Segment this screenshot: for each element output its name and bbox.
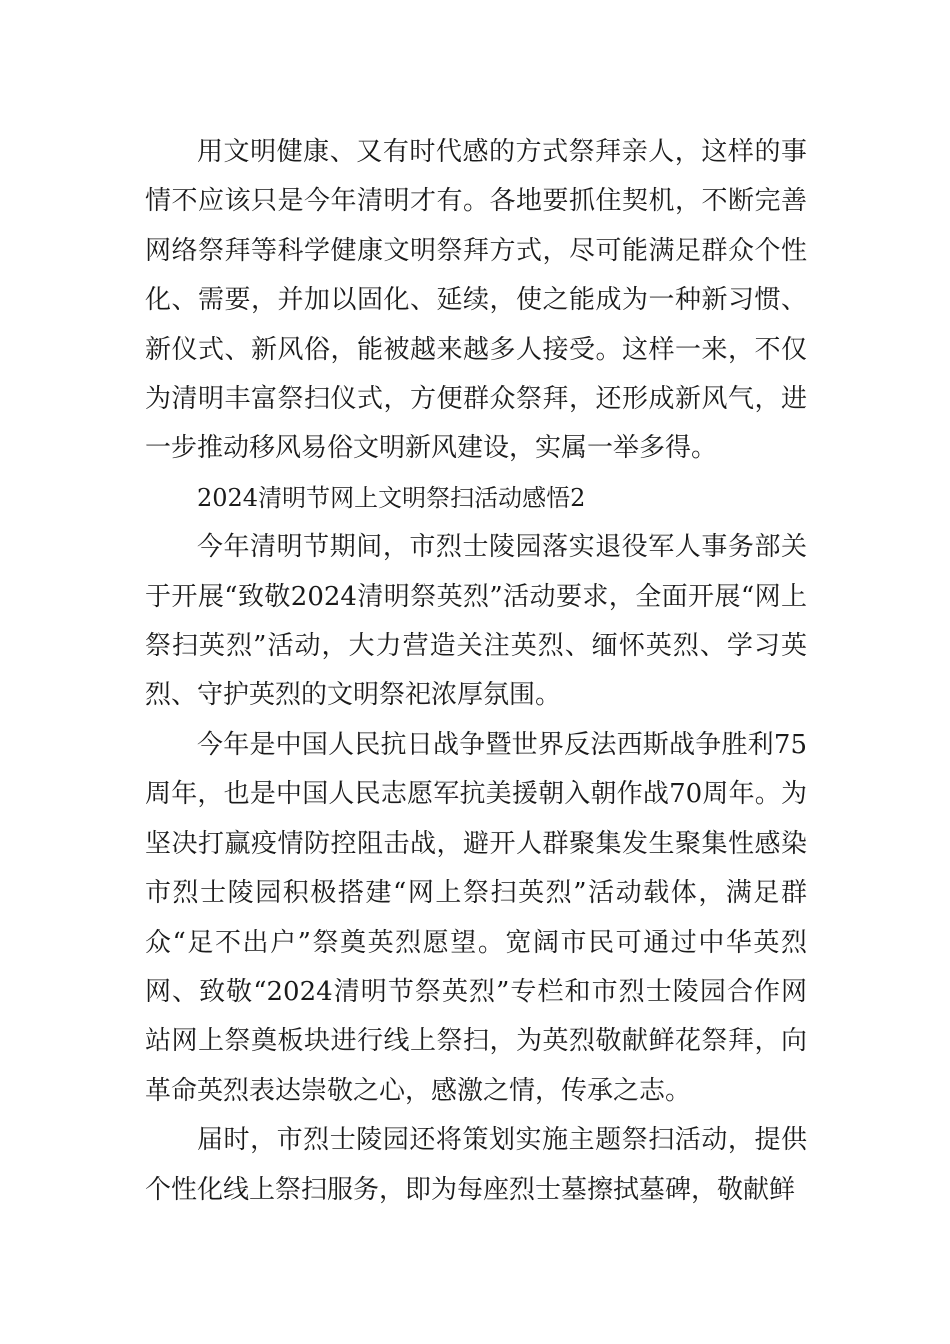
paragraph-online-service: 届时，市烈士陵园还将策划实施主题祭扫活动，提供个性化线上祭扫服务，即为每座烈士墓擦拭墓碑，敬献鲜: [145, 1125, 807, 1205]
section-heading: 2024清明节网上文明祭扫活动感悟2: [197, 483, 586, 512]
document-body: [145, 128, 807, 1215]
paragraph-anniversary: 今年是中国人民抗日战争暨世界反法西斯战争胜利75周年，也是中国人民志愿军抗美援朝入朝作战70周年。为坚决打赢疫情防控阻击战，避开人群聚集发生聚集性感染市烈士陵园积极搭建“网上祭扫英烈”活动载体，满足群众“足不出户”祭奠英烈愿望。宽阔市民可通过中华英烈网、致敬“2024清明节祭英烈”专栏和市烈士陵园合作网站网上祭奠板块进行线上祭扫，为英烈敬献鲜花祭拜，向革命英烈表达崇敬之心，感激之情，传承之志。: [145, 729, 807, 1106]
paragraph-civilized-worship: 用文明健康、又有时代感的方式祭拜亲人，这样的事情不应该只是今年清明才有。各地要抓住契机，不断完善网络祭拜等科学健康文明祭拜方式，尽可能满足群众个性化、需要，并加以固化、延续，使之能成为一种新习惯、新仪式、新风俗，能被越来越多人接受。这样一来，不仅为清明丰富祭扫仪式，方便群众祭拜，还形成新风气，进一步推动移风易俗文明新风建设，实属一举多得。: [145, 137, 807, 464]
paragraph-cemetery-activity: 今年清明节期间，市烈士陵园落实退役军人事务部关于开展“致敬2024清明祭英烈”活动要求，全面开展“网上祭扫英烈”活动，大力营造关注英烈、缅怀英烈、学习英烈、守护英烈的文明祭祀浓厚氛围。: [145, 532, 807, 711]
